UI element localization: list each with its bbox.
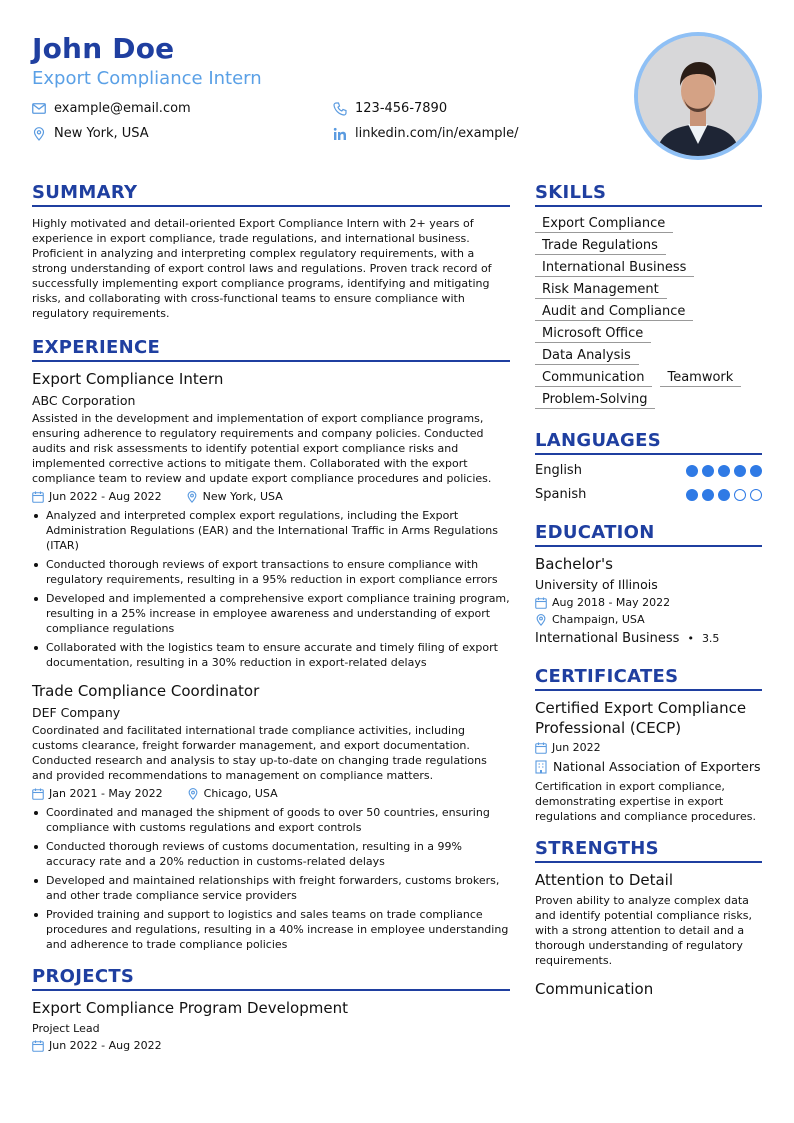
language-name: Spanish xyxy=(535,487,587,502)
summary-heading: SUMMARY xyxy=(32,182,510,207)
level-dot-filled xyxy=(718,489,730,501)
skill-tag: Teamwork xyxy=(660,368,741,387)
list-item: Developed and maintained relationships with freight forwarders, customs brokers, and other trade compliance service providers xyxy=(32,873,510,903)
linkedin-icon xyxy=(333,127,347,141)
languages-list xyxy=(535,463,762,502)
job-dates-text: Jan 2021 - May 2022 xyxy=(49,787,163,800)
side-column xyxy=(535,182,762,998)
job-location xyxy=(186,490,283,503)
skills-heading: SKILLS xyxy=(535,182,762,207)
skill-tag: Microsoft Office xyxy=(535,324,651,343)
job-description: Assisted in the development and implementation of export compliance programs, ensuring adherence to regulatory requirements and company policies. Conducted audits and risk assessments to identify potential export compliance risks and implemented corrective actions to mitigate them. Collaborated with the export compliance team to review and update export compliance procedures and policies. xyxy=(32,412,492,485)
projects-heading: PROJECTS xyxy=(32,966,510,991)
certificate-item xyxy=(535,698,762,824)
experience-item xyxy=(32,370,510,670)
education-item xyxy=(535,555,762,646)
skill-tag: Trade Regulations xyxy=(535,236,666,255)
level-dot-empty xyxy=(750,489,762,501)
strength-description: Proven ability to analyze complex data and identify potential compliance risks, with a strong attention to detail and a thorough understanding of regulatory requirements. xyxy=(535,894,752,967)
job-dates-text: Jun 2022 - Aug 2022 xyxy=(49,490,162,503)
list-item: Analyzed and interpreted complex export regulations, including the Export Administration Regulations (EAR) and the International Traffic in Arms Regulations (ITAR) xyxy=(32,508,510,553)
skill-tag: Audit and Compliance xyxy=(535,302,693,321)
skills-list xyxy=(535,214,762,412)
phone-text: 123-456-7890 xyxy=(355,101,448,116)
profile-photo xyxy=(634,32,762,160)
contact-linkedin[interactable] xyxy=(333,126,518,141)
company-name: DEF Company xyxy=(32,705,121,720)
phone-icon xyxy=(333,102,347,116)
level-dot-filled xyxy=(702,489,714,501)
job-meta xyxy=(32,490,510,503)
degree: Bachelor's xyxy=(535,555,613,573)
level-dot-filled xyxy=(686,465,698,477)
job-meta xyxy=(32,787,510,800)
skill-tag: Data Analysis xyxy=(535,346,639,365)
job-title: Trade Compliance Coordinator xyxy=(32,682,260,700)
languages-heading: LANGUAGES xyxy=(535,430,762,455)
bullet-separator: • xyxy=(687,632,694,645)
language-name: English xyxy=(535,463,582,478)
education-location xyxy=(535,613,762,626)
education-field-row xyxy=(535,631,762,646)
language-row xyxy=(535,487,762,502)
location-pin-icon xyxy=(186,491,198,503)
candidate-name: John Doe xyxy=(32,32,175,65)
location-text: New York, USA xyxy=(54,126,149,141)
list-item: Collaborated with the logistics team to ensure accurate and timely filing of export documentation, resulting in a 30% reduction in export-related delays xyxy=(32,640,510,670)
certificate-date-text: Jun 2022 xyxy=(552,741,601,754)
company-name: ABC Corporation xyxy=(32,393,136,408)
calendar-icon xyxy=(32,1040,44,1052)
language-level-dots xyxy=(686,465,762,477)
job-dates xyxy=(32,490,162,503)
project-dates xyxy=(32,1039,510,1052)
list-item: Coordinated and managed the shipment of goods to over 50 countries, ensuring compliance with customs regulations and export controls xyxy=(32,805,510,835)
language-row xyxy=(535,463,762,478)
mail-icon xyxy=(32,103,46,114)
skill-tag: Problem-Solving xyxy=(535,390,655,409)
education-dates xyxy=(535,596,762,609)
job-title: Export Compliance Intern xyxy=(32,370,224,388)
list-item: Conducted thorough reviews of export transactions to ensure compliance with regulatory requirements, resulting in a 95% reduction in export compliance errors xyxy=(32,557,510,587)
school-name: University of Illinois xyxy=(535,577,658,592)
list-item: Developed and implemented a comprehensive export compliance training program, resulting in a 25% increase in employee awareness and understanding of export compliance regulations xyxy=(32,591,510,636)
education-gpa: 3.5 xyxy=(701,632,720,645)
certificates-heading: CERTIFICATES xyxy=(535,666,762,691)
certificate-date xyxy=(535,741,762,754)
location-pin-icon xyxy=(535,614,547,626)
education-field: International Business xyxy=(535,631,680,646)
email-text: example@email.com xyxy=(54,101,191,116)
job-description: Coordinated and facilitated international trade compliance activities, including customs clearance, freight forwarder management, and export documentation. Conducted research and analysis to stay up-to-date on changing trade regulations and provided recommendations to management on compliance matters. xyxy=(32,724,487,782)
level-dot-filled xyxy=(734,465,746,477)
level-dot-filled xyxy=(750,465,762,477)
list-item: Conducted thorough reviews of customs documentation, resulting in a 99% accuracy rate and a 20% reduction in customs-related delays xyxy=(32,839,510,869)
contact-email[interactable] xyxy=(32,101,191,116)
skill-tag: Export Compliance xyxy=(535,214,673,233)
language-level-dots xyxy=(686,489,762,501)
certificate-title: Certified Export Compliance Professional (CECP) xyxy=(535,699,747,737)
location-pin-icon xyxy=(187,788,199,800)
linkedin-text: linkedin.com/in/example/ xyxy=(355,126,519,141)
job-bullets xyxy=(32,805,510,952)
strengths-heading: STRENGTHS xyxy=(535,838,762,863)
experience-heading: EXPERIENCE xyxy=(32,337,510,362)
contact-location xyxy=(32,126,149,141)
calendar-icon xyxy=(32,788,44,800)
project-role: Project Lead xyxy=(32,1022,100,1035)
certificate-description: Certification in export compliance, demonstrating expertise in export regulations and compliance procedures. xyxy=(535,780,756,823)
certificate-issuer: National Association of Exporters xyxy=(553,759,761,774)
location-pin-icon xyxy=(32,127,46,141)
job-dates xyxy=(32,787,163,800)
project-dates-text: Jun 2022 - Aug 2022 xyxy=(49,1039,162,1052)
contact-phone[interactable] xyxy=(333,101,447,116)
education-heading: EDUCATION xyxy=(535,522,762,547)
job-location xyxy=(187,787,278,800)
job-location-text: New York, USA xyxy=(202,490,283,503)
strength-item xyxy=(535,980,762,998)
skill-tag: Risk Management xyxy=(535,280,667,299)
calendar-icon xyxy=(535,742,547,754)
job-bullets xyxy=(32,508,510,670)
strength-title: Communication xyxy=(535,980,654,998)
education-location-text: Champaign, USA xyxy=(552,613,645,626)
avatar xyxy=(638,36,758,156)
project-title: Export Compliance Program Development xyxy=(32,999,348,1017)
level-dot-filled xyxy=(686,489,698,501)
education-dates-text: Aug 2018 - May 2022 xyxy=(552,596,671,609)
certificate-issuer-row xyxy=(535,758,762,775)
project-item xyxy=(32,999,510,1052)
level-dot-filled xyxy=(718,465,730,477)
building-icon xyxy=(535,760,547,774)
level-dot-filled xyxy=(702,465,714,477)
calendar-icon xyxy=(535,597,547,609)
skill-tag: Communication xyxy=(535,368,652,387)
candidate-title: Export Compliance Intern xyxy=(32,68,262,89)
skill-tag: International Business xyxy=(535,258,694,277)
job-location-text: Chicago, USA xyxy=(203,787,278,800)
summary-text: Highly motivated and detail-oriented Export Compliance Intern with 2+ years of experience in export compliance, trade regulations, and international business. Proficient in analyzing and interpreting complex regulatory requirements, with a strong understanding of export control laws and regulations. Proven track record of successfully implementing export compliance programs, identifying and mitigating risks, and collaborating with cross-functional teams to ensure compliance with regulatory requirements. xyxy=(32,217,492,320)
calendar-icon xyxy=(32,491,44,503)
level-dot-empty xyxy=(734,489,746,501)
list-item: Provided training and support to logistics and sales teams on trade compliance procedures and regulations, resulting in a 40% increase in employee understanding and adherence to trade compliance policies xyxy=(32,907,510,952)
experience-item xyxy=(32,682,510,952)
strength-title: Attention to Detail xyxy=(535,871,674,889)
main-column xyxy=(32,182,510,1052)
strength-item xyxy=(535,871,762,968)
